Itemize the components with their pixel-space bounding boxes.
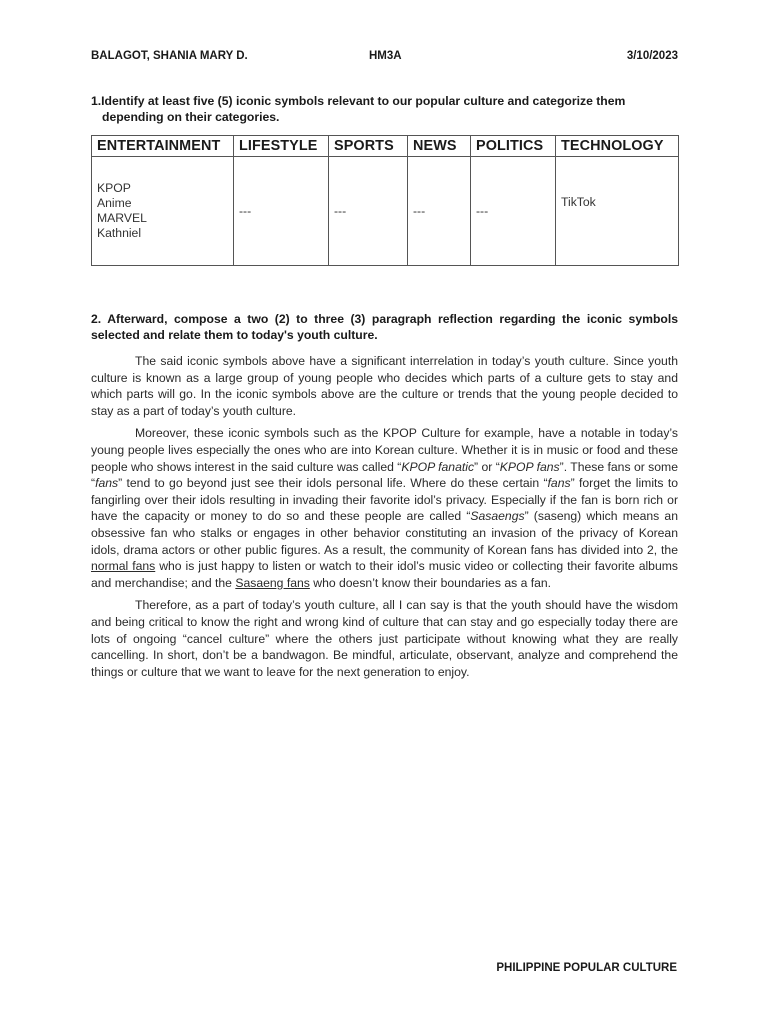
paragraph-2 xyxy=(91,425,678,591)
text-run: ” tend to go beyond just see their idols personal life. Where do these certain “ xyxy=(118,476,548,491)
text-run: ” (saseng) which means an obsessive fan who stalks or engages in other behavior constituting an invasion of the privacy of Korean idols, drama actors or other public figures. As a result, the community of Korean fans has divided into 2, the xyxy=(91,509,678,557)
table-header-row xyxy=(92,136,679,157)
text-run: Moreover, these iconic symbols such as the KPOP Culture for example, have a notable in today’s young people lives especially the ones who are into Korean culture. Whether it is in music or food and these people who shows interest in the said culture was called “ xyxy=(91,426,678,474)
question-1-line-1: 1.Identify at least five (5) iconic symbols relevant to our popular culture and categorize them xyxy=(91,94,626,108)
underlined-term: normal fans xyxy=(91,559,156,574)
lifestyle-value: --- xyxy=(239,204,252,218)
column-header-politics: POLITICS xyxy=(471,136,556,157)
text-run: ”. These fans or some “ xyxy=(91,459,678,491)
page-header xyxy=(91,50,678,66)
column-header-news: NEWS xyxy=(408,136,471,157)
reflection-text xyxy=(91,353,678,680)
column-header-technology: TECHNOLOGY xyxy=(556,136,679,157)
table-row xyxy=(92,157,679,266)
list-item: MARVEL xyxy=(97,211,147,225)
question-1-line-2: depending on their categories. xyxy=(102,110,280,124)
list-item: Kathniel xyxy=(97,226,142,240)
sports-value: --- xyxy=(334,204,347,218)
list-item: Anime xyxy=(97,196,132,210)
cell-entertainment xyxy=(92,157,234,266)
course-footer: PHILIPPINE POPULAR CULTURE xyxy=(496,962,677,974)
student-name: BALAGOT, SHANIA MARY D. xyxy=(91,50,248,62)
italic-term: fans xyxy=(547,476,571,491)
submission-date: 3/10/2023 xyxy=(626,50,678,62)
column-header-sports: SPORTS xyxy=(329,136,408,157)
text-run: ” forget the limits to fangirling over their idols resulting in invading their favorite idol’s privacy. Especially if the fan is born rich or have the capacity or money to do so and these people are called “ xyxy=(91,476,678,524)
cell-politics xyxy=(471,157,556,266)
column-header-lifestyle: LIFESTYLE xyxy=(234,136,329,157)
italic-term: Sasaengs xyxy=(470,509,525,524)
iconic-symbols-table xyxy=(91,135,679,266)
text-run: who doesn’t know their boundaries as a fan. xyxy=(309,575,552,590)
text-run: who is just happy to listen or watch to their idol’s music video or collecting their favorite albums and merchandise; and the xyxy=(91,559,678,590)
cell-technology xyxy=(556,157,679,266)
question-1 xyxy=(91,93,678,125)
text-run: ” or “ xyxy=(474,459,500,474)
news-value: --- xyxy=(413,204,426,218)
paragraph-3: Therefore, as a part of today’s youth culture, all I can say is that the youth should have the wisdom and being critical to know the right and wrong kind of culture that can stay and go especially today there are lots of ongoing “cancel culture” where the others just participate without knowing what they are really cancelling. In short, don’t be a bandwagon. Be mindful, articulate, observant, analyze and comprehend the things or culture that we want to leave for the next generation to enjoy. xyxy=(91,598,678,679)
italic-term: KPOP fanatic xyxy=(401,459,475,474)
italic-term: fans xyxy=(95,476,119,491)
underlined-term: Sasaeng fans xyxy=(235,575,310,590)
politics-value: --- xyxy=(476,204,489,218)
cell-sports xyxy=(329,157,408,266)
question-2: 2. Afterward, compose a two (2) to three (3) paragraph reflection regarding the iconic symbols selected and relate them to today's youth culture. xyxy=(91,312,678,342)
class-section: HM3A xyxy=(369,50,402,62)
column-header-entertainment: ENTERTAINMENT xyxy=(92,136,234,157)
cell-news xyxy=(408,157,471,266)
cell-lifestyle xyxy=(234,157,329,266)
italic-term: KPOP fans xyxy=(499,459,560,474)
technology-value: TikTok xyxy=(561,195,596,209)
list-item: KPOP xyxy=(97,181,131,195)
paragraph-1: The said iconic symbols above have a significant interrelation in today’s youth culture. Since youth culture is known as a large group of young people who decides which parts of a culture gets to stay and which parts will go. In the iconic symbols above are the culture or trends that the young people decided to stay as a part of today’s youth culture. xyxy=(91,354,678,418)
entertainment-list xyxy=(97,181,228,241)
